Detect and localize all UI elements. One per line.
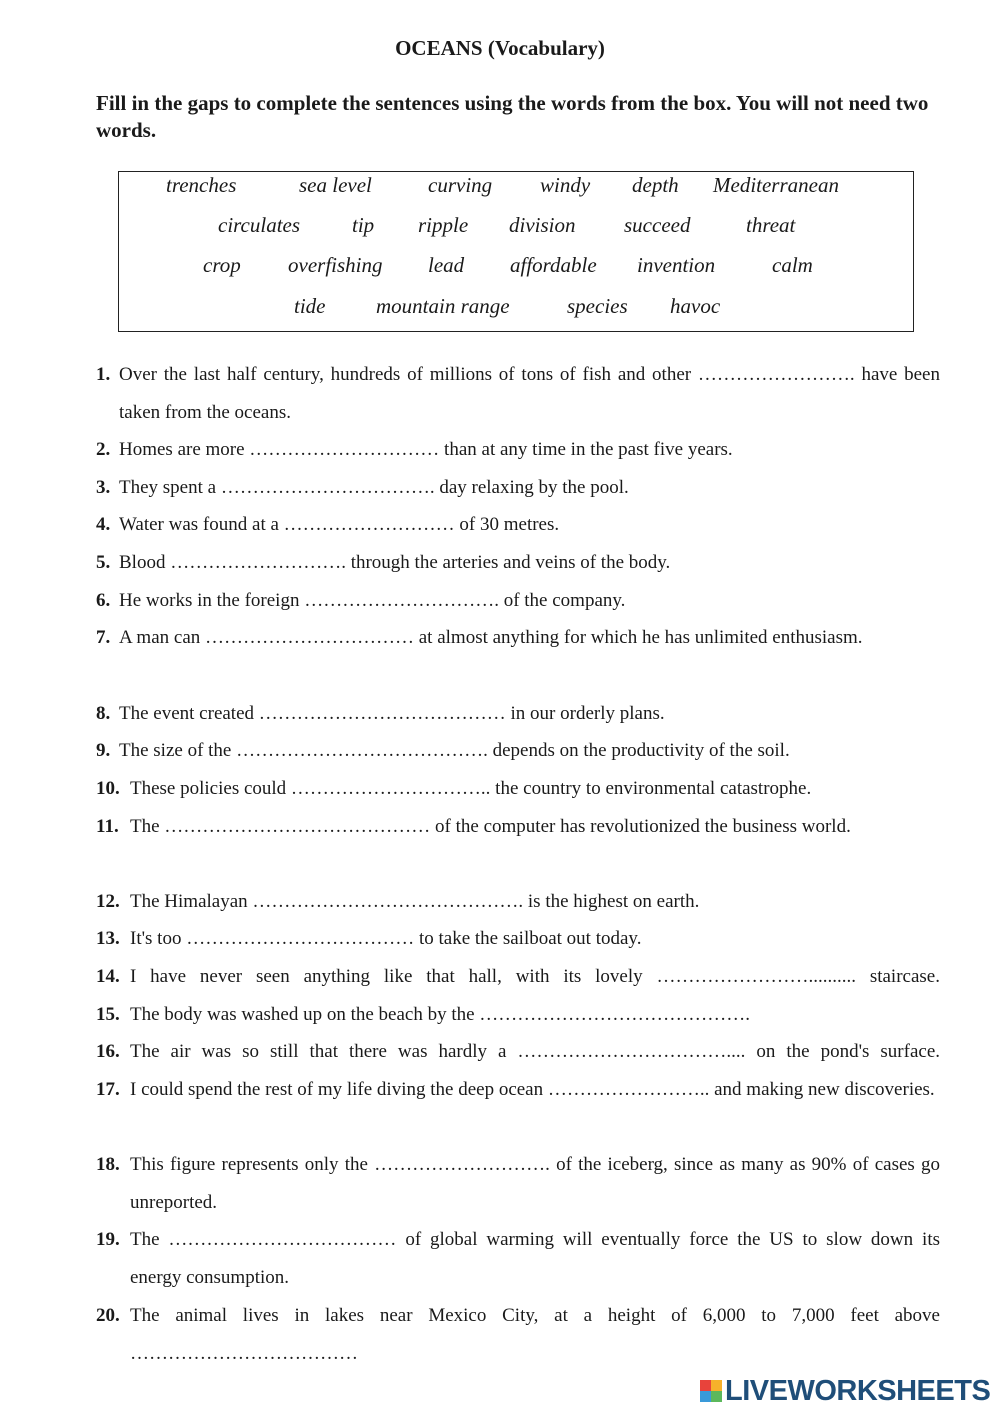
question-text: Blood ………………………. through the arteries and veins of the body. (119, 552, 671, 573)
worksheet-title: OCEANS (Vocabulary) (395, 36, 605, 60)
word-box-word: species (567, 294, 628, 318)
word-box-word: affordable (510, 253, 597, 277)
question-text: The Himalayan ……………………………………. is the highest on earth. (130, 891, 700, 912)
word-box-word: division (509, 213, 576, 237)
word-box-word: overfishing (288, 253, 383, 277)
word-box-word: curving (428, 173, 493, 197)
question-text: They spent a ……………………………. day relaxing by the pool. (119, 477, 629, 498)
question-number: 2. (96, 439, 111, 460)
question-11 (96, 808, 940, 846)
question-number: 16. (96, 1041, 120, 1062)
question-number: 7. (96, 627, 111, 648)
question-text: The …………………………………… of the computer has revolutionized the business world. (130, 816, 851, 837)
question-13 (96, 920, 940, 958)
question-text: Homes are more ………………………… than at any time in the past five years. (119, 439, 733, 460)
question-number: 20. (96, 1305, 120, 1326)
question-3 (96, 469, 940, 507)
question-text: This figure represents only the ………………………. of the iceberg, since as many as 90% of cases go unreported. (130, 1154, 940, 1213)
word-box-word: succeed (624, 213, 691, 237)
logo-square-blue (700, 1391, 711, 1402)
question-18 (96, 1146, 940, 1222)
question-text: The ……………………………… of global warming will eventually force the US to slow down its energy consumption. (130, 1229, 940, 1288)
question-text: The event created ………………………………… in our orderly plans. (119, 703, 665, 724)
question-7 (96, 619, 940, 657)
question-text: The animal lives in lakes near Mexico City, at a height of 6,000 to 7,000 feet above ……………………………… (130, 1305, 940, 1364)
question-8 (96, 695, 940, 733)
word-box-word: tide (294, 294, 326, 318)
question-number: 19. (96, 1229, 120, 1250)
question-14 (96, 958, 940, 996)
question-number: 6. (96, 590, 111, 611)
question-2 (96, 431, 940, 469)
question-number: 3. (96, 477, 111, 498)
question-20 (96, 1297, 940, 1373)
word-box-row (119, 213, 915, 243)
word-box (118, 171, 914, 332)
word-box-word: ripple (418, 213, 469, 237)
word-box-word: calm (772, 253, 813, 277)
question-number: 12. (96, 891, 120, 912)
instructions: Fill in the gaps to complete the sentences using the words from the box. You will not need two words. (96, 91, 929, 142)
question-17 (96, 1071, 940, 1109)
question-number: 4. (96, 514, 111, 535)
word-box-word: crop (203, 253, 241, 277)
question-12 (96, 883, 940, 921)
question-number: 13. (96, 928, 120, 949)
question-10 (96, 770, 940, 808)
question-number: 15. (96, 1004, 120, 1025)
word-box-row (119, 253, 915, 283)
question-4 (96, 506, 940, 544)
question-text: The body was washed up on the beach by the ……………………………………. (130, 1004, 751, 1025)
logo-text: LIVEWORKSHEETS (725, 1374, 991, 1407)
question-9 (96, 732, 940, 770)
question-number: 11. (96, 816, 119, 837)
logo-square-green (711, 1391, 722, 1402)
question-number: 1. (96, 364, 111, 385)
question-number: 9. (96, 740, 111, 761)
question-number: 8. (96, 703, 111, 724)
question-number: 10. (96, 778, 120, 799)
word-box-word: trenches (166, 173, 237, 197)
word-box-word: Mediterranean (713, 173, 839, 197)
question-text: A man can …………………………… at almost anything for which he has unlimited enthusiasm. (119, 627, 863, 648)
question-5 (96, 544, 940, 582)
word-box-word: invention (637, 253, 716, 277)
question-1 (96, 356, 940, 432)
question-text: I have never seen anything like that hall, with its lovely …………………….......... staircase. (130, 966, 940, 987)
word-box-word: mountain range (376, 294, 510, 318)
question-text: These policies could ………………………….. the country to environmental catastrophe. (130, 778, 812, 799)
word-box-word: tip (352, 213, 375, 237)
question-text: The size of the …………………………………. depends on the productivity of the soil. (119, 740, 790, 761)
word-box-word: lead (428, 253, 465, 277)
word-box-word: depth (632, 173, 679, 197)
question-19 (96, 1221, 940, 1297)
question-number: 17. (96, 1079, 120, 1100)
logo-square-yellow (711, 1380, 722, 1391)
question-6 (96, 582, 940, 620)
word-box-word: threat (746, 213, 796, 237)
question-text: Over the last half century, hundreds of millions of tons of fish and other ……………………. have been taken from the oceans. (119, 364, 940, 423)
liveworksheets-logo-icon (700, 1380, 722, 1402)
word-box-row (119, 294, 915, 324)
question-16 (96, 1033, 940, 1071)
question-15 (96, 996, 940, 1034)
word-box-word: sea level (299, 173, 372, 197)
word-box-word: windy (540, 173, 591, 197)
word-box-row (119, 173, 915, 203)
question-number: 18. (96, 1154, 120, 1175)
question-number: 5. (96, 552, 111, 573)
word-box-word: havoc (670, 294, 721, 318)
word-box-word: circulates (218, 213, 301, 237)
question-text: Water was found at a ……………………… of 30 metres. (119, 514, 560, 535)
question-number: 14. (96, 966, 120, 987)
question-text: It's too ……………………………… to take the sailboat out today. (130, 928, 642, 949)
liveworksheets-logo[interactable] (700, 1376, 990, 1406)
logo-square-red (700, 1380, 711, 1391)
question-text: He works in the foreign …………………………. of the company. (119, 590, 626, 611)
question-text: The air was so still that there was hardly a …………………………….... on the pond's surface. (130, 1041, 940, 1062)
question-text: I could spend the rest of my life diving the deep ocean …………………….. and making new discoveries. (130, 1079, 935, 1100)
